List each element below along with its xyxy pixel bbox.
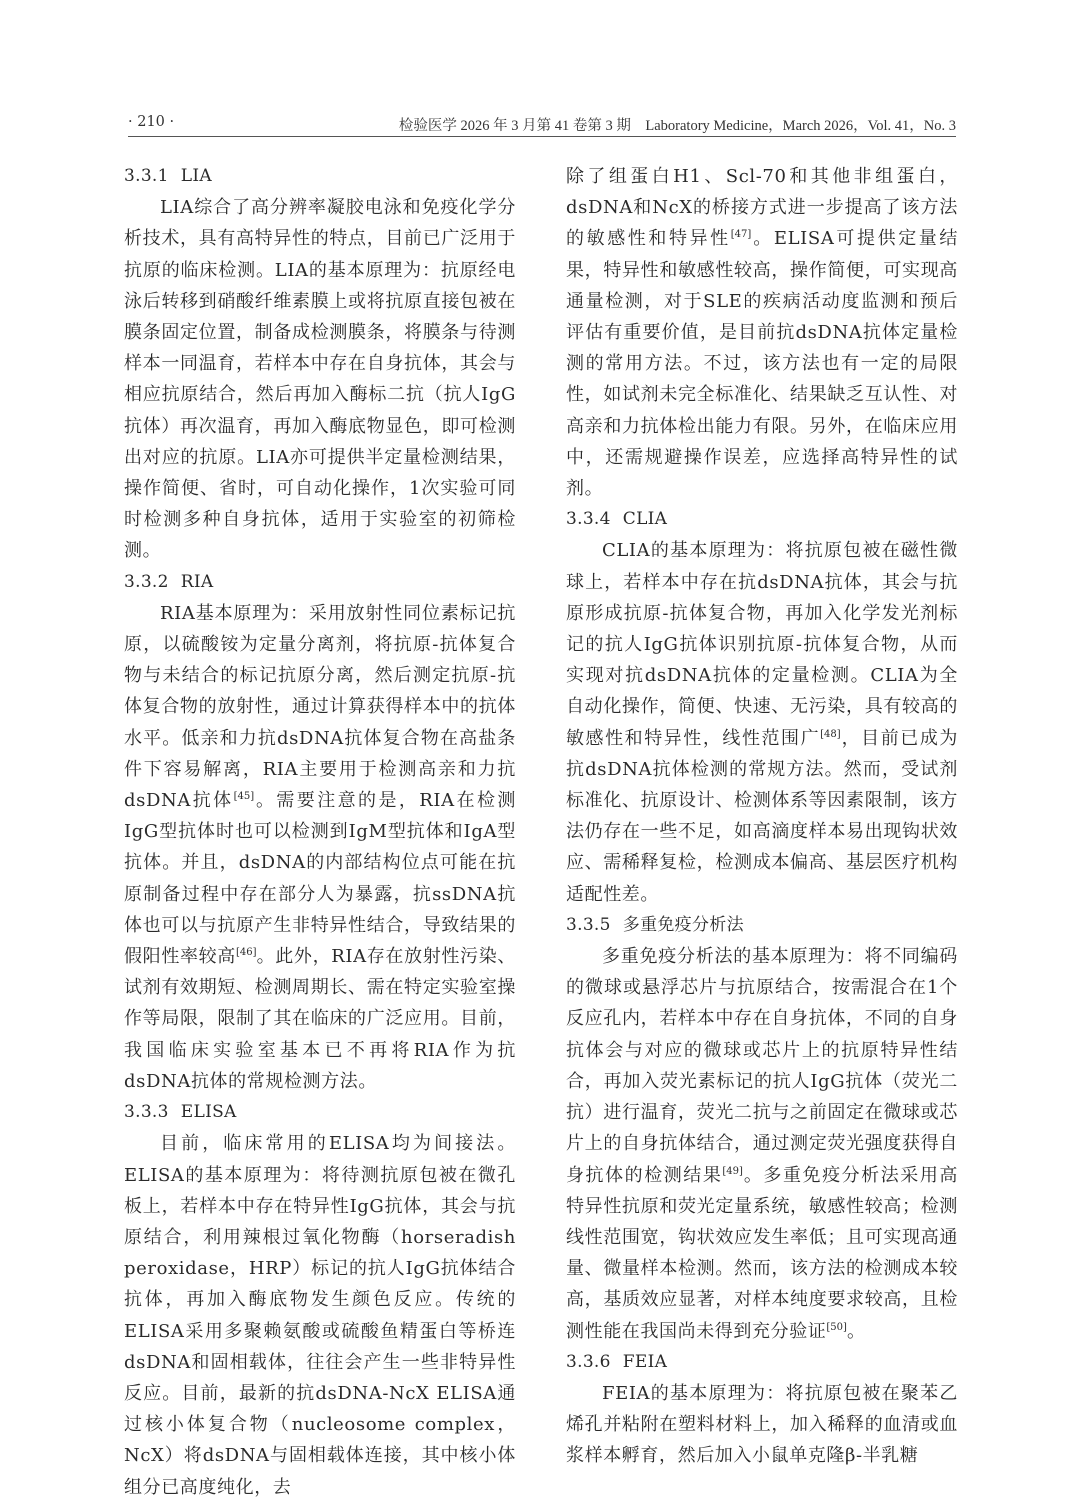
- citation-ref[interactable]: [46]: [235, 947, 257, 959]
- paragraph-clia: CLIA的基本原理为：将抗原包被在磁性微球上，若样本中存在抗dsDNA抗体，其会与抗原形成抗原-抗体复合物，再加入化学发光剂标记的抗人IgG抗体识别抗原-抗体复合物，从而实现对抗dsDNA抗体的定量检测。CLIA为全自动化操作，简便、快速、无污染，具有较高的敏感性和特异性，线性范围广[48]，目前已成为抗dsDNA抗体检测的常规方法。然而，受试剂标准化、抗原设计、检测体系等因素限制，该方法仍存在一些不足，如高滴度样本易出现钩状效应、需稀释复检，检测成本偏高、基层医疗机构适配性差。: [566, 540, 958, 905]
- section-heading-lia: 3.3.1 LIA: [124, 166, 212, 186]
- running-header: [128, 112, 956, 134]
- paragraph-ria: RIA基本原理为：采用放射性同位素标记抗原，以硫酸铵为定量分离剂，将抗原-抗体复合物与未结合的标记抗原分离，然后测定抗原-抗体复合物的放射性，通过计算获得样本中的抗体水平。低亲和力抗dsDNA抗体复合物在高盐条件下容易解离，RIA主要用于检测高亲和力抗dsDNA抗体[45]。需要注意的是，RIA在检测IgG型抗体时也可以检测到IgM型抗体和IgA型抗体。并且，dsDNA的内部结构位点可能在抗原制备过程中存在部分人为暴露，抗ssDNA抗体也可以与抗原产生非特异性结合，导致结果的假阳性率较高[46]。此外，RIA存在放射性污染、试剂有效期短、检测周期长、需在特定实验室操作等局限，限制了其在临床的广泛应用。目前，我国临床实验室基本已不再将RIA作为抗dsDNA抗体的常规检测方法。: [124, 602, 516, 1092]
- paragraph-multiplex: 多重免疫分析法的基本原理为：将不同编码的微球或悬浮芯片与抗原结合，按需混合在1个反应孔内，若样本中存在自身抗体，不同的自身抗体会与对应的微球或芯片上的抗原特异性结合，再加入荧光素标记的抗人IgG抗体（荧光二抗）进行温育，荧光二抗与之前固定在微球或芯片上的自身抗体结合，通过测定荧光强度获得自身抗体的检测结果[49]。多重免疫分析法采用高特异性抗原和荧光定量系统，敏感性较高；检测线性范围宽，钩状效应发生率低；且可实现高通量、微量样本检测。然而，该方法的检测成本较高，基质效应显著，对样本纯度要求较高，且检测性能在我国尚未得到充分验证[50]。: [566, 946, 958, 1342]
- section-heading-clia: 3.3.4 CLIA: [566, 509, 668, 530]
- left-column: [124, 161, 516, 1498]
- section-heading-feia: 3.3.6 FEIA: [566, 1351, 668, 1372]
- citation-ref[interactable]: [49]: [722, 1165, 743, 1177]
- paragraph-lia: LIA综合了高分辨率凝胶电泳和免疫化学分析技术，具有高特异性的特点，目前已广泛用于抗原的临床检测。LIA的基本原理为：抗原经电泳后转移到硝酸纤维素膜上或将抗原直接包被在膜条固定位置，制备成检测膜条，将膜条与待测样本一同温育，若样本中存在自身抗体，其会与相应抗原结合，然后再加入酶标二抗（抗人IgG抗体）再次温育，再加入酶底物显色，即可检测出对应的抗原。LIA亦可提供半定量检测结果，操作简便、省时，可自动化操作，1次实验可同时检测多种自身抗体，适用于实验室的初筛检测。: [124, 197, 516, 562]
- paragraph-elisa: 目前，临床常用的ELISA均为间接法。ELISA的基本原理为：将待测抗原包被在微孔板上，若样本中存在特异性IgG抗体，其会与抗原结合，利用辣根过氧化物酶（horseradish peroxidase，HRP）标记的抗人IgG抗体结合抗体，再加入酶底物发生颜色反应。传统的ELISA采用多聚赖氨酸或硫酸鱼精蛋白等桥连dsDNA和固相载体，往往会产生一些非特异性反应。目前，最新的抗dsDNA-NcX ELISA通过核小体复合物（nucleosome complex，NcX）将dsDNA与固相载体连接，其中核小体组分已高度纯化，去: [124, 1133, 516, 1498]
- page-number: · 210 ·: [128, 114, 175, 130]
- citation-ref[interactable]: [48]: [820, 728, 841, 740]
- section-heading-ria: 3.3.2 RIA: [124, 571, 214, 592]
- citation-ref[interactable]: [45]: [233, 791, 255, 803]
- paragraph-elisa-continued: 除了组蛋白H1、Scl-70和其他非组蛋白，dsDNA和NcX的桥接方式进一步提高了该方法的敏感性和特异性[47]。ELISA可提供定量结果，特异性和敏感性较高，操作简便，可实现高通量检测，对于SLE的疾病活动度监测和预后评估有重要价值，是目前抗dsDNA抗体定量检测的常用方法。不过，该方法也有一定的局限性，如试剂未完全标准化、结果缺乏互认性、对高亲和力抗体检出能力有限。另外，在临床应用中，还需规避操作误差，应选择高特异性的试剂。: [566, 166, 958, 500]
- citation-ref[interactable]: [50]: [826, 1321, 847, 1333]
- paragraph-feia: FEIA的基本原理为：将抗原包被在聚苯乙烯孔并粘附在塑料材料上，加入稀释的血清或血浆样本孵育，然后加入小鼠单克隆β-半乳糖: [566, 1382, 958, 1467]
- header-rule: [128, 136, 956, 137]
- citation-ref[interactable]: [47]: [730, 229, 752, 241]
- section-heading-multiplex: 3.3.5 多重免疫分析法: [566, 914, 744, 935]
- section-heading-elisa: 3.3.3 ELISA: [124, 1102, 237, 1123]
- right-column: [566, 161, 958, 1467]
- journal-citation: 检验医学 2026 年 3 月第 41 卷第 3 期 Laboratory Medicine，March 2026，Vol. 41，No. 3: [398, 118, 956, 134]
